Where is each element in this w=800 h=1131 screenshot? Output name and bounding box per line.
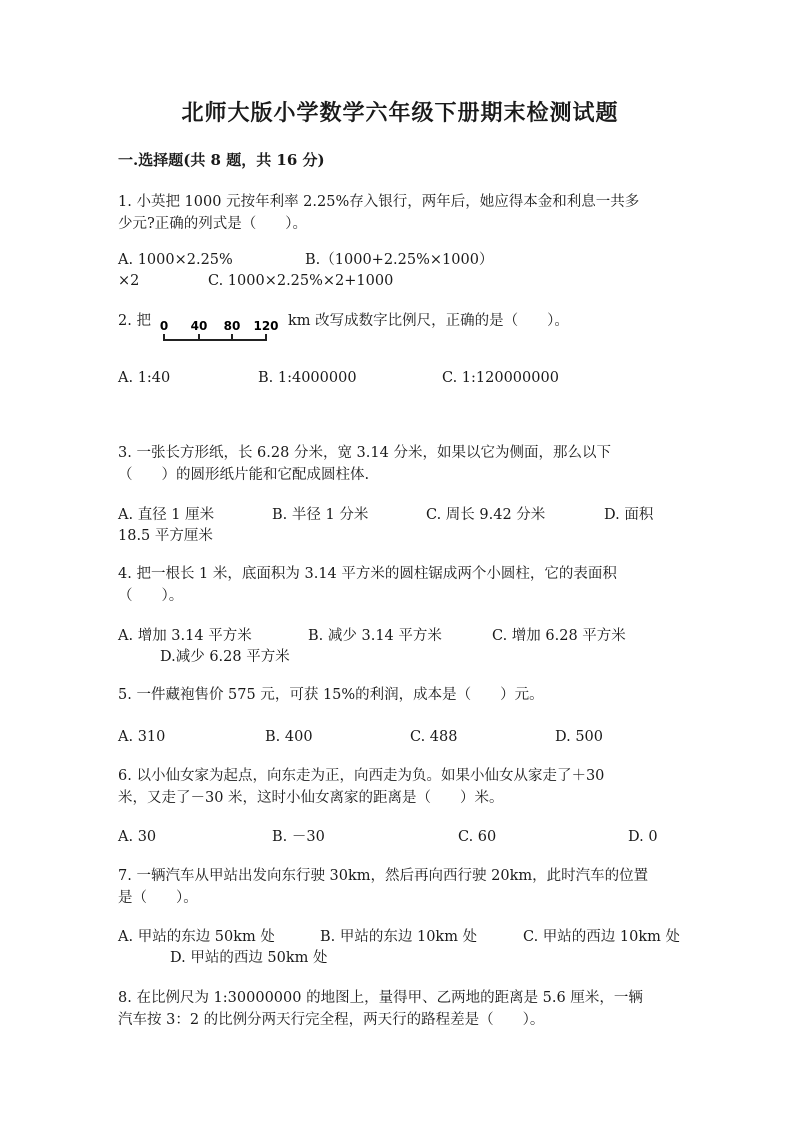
q8-stem-line-2: 汽车按 3：2 的比例分两天行完全程，两天行的路程差是（ ）。: [118, 1012, 545, 1028]
q1-stem-line-2: 少元?正确的列式是（ ）。: [118, 216, 308, 232]
q3-option-a: A. 直径 1 厘米: [118, 507, 215, 523]
q2-option-b: B. 1:4000000: [258, 370, 357, 386]
q7-option-d: D. 甲站的西边 50km 处: [170, 950, 328, 966]
q7-option-a: A. 甲站的东边 50km 处: [118, 929, 275, 945]
q6-option-b: B. －30: [272, 829, 325, 845]
q6-option-c: C. 60: [458, 829, 497, 845]
q4-option-a: A. 增加 3.14 平方米: [118, 628, 252, 644]
q7-option-b: B. 甲站的东边 10km 处: [320, 929, 478, 945]
section-heading: 一.选择题(共 8 题，共 16 分): [118, 151, 325, 169]
q4-option-b: B. 减少 3.14 平方米: [308, 628, 442, 644]
q2-stem-after: km 改写成数字比例尺，正确的是（ ）。: [288, 313, 569, 329]
q4-option-d: D.减少 6.28 平方米: [160, 649, 290, 665]
q4-stem-line-2: （ ）。: [118, 588, 184, 604]
q7-option-c: C. 甲站的西边 10km 处: [523, 929, 681, 945]
q8-stem-line-1: 8. 在比例尺为 1:30000000 的地图上，量得甲、乙两地的距离是 5.6 厘米，一辆: [118, 990, 643, 1006]
q4-stem-line-1: 4. 把一根长 1 米，底面积为 3.14 平方米的圆柱锯成两个小圆柱，它的表面积: [118, 566, 617, 582]
q5-option-a: A. 310: [118, 729, 166, 745]
q6-stem-line-1: 6. 以小仙女家为起点，向东走为正，向西走为负。如果小仙女从家走了＋30: [118, 768, 605, 784]
q3-option-c: C. 周长 9.42 分米: [426, 507, 546, 523]
q1-option-b-cont: ×2: [118, 273, 140, 289]
scale-tick-label: 0: [159, 319, 169, 333]
q4-option-c: C. 增加 6.28 平方米: [492, 628, 626, 644]
q5-stem: 5. 一件藏袍售价 575 元，可获 15%的利润，成本是（ ）元。: [118, 687, 544, 703]
scale-tick-label: 40: [190, 319, 208, 333]
q1-option-c: C. 1000×2.25%×2+1000: [208, 273, 394, 289]
page-title: 北师大版小学数学六年级下册期末检测试题: [181, 100, 619, 126]
scale-tick-label: 80: [223, 319, 241, 333]
q3-option-d-cont: 18.5 平方厘米: [118, 528, 213, 544]
q2-stem-before: 2. 把: [118, 313, 151, 329]
q2-option-c: C. 1:120000000: [442, 370, 559, 386]
q3-option-b: B. 半径 1 分米: [272, 507, 369, 523]
q7-stem-line-1: 7. 一辆汽车从甲站出发向东行驶 30km，然后再向西行驶 20km，此时汽车的位置: [118, 868, 649, 884]
q1-option-b: B.（1000+2.25%×1000）: [305, 252, 494, 268]
q2-option-a: A. 1:40: [118, 370, 171, 386]
q5-option-c: C. 488: [410, 729, 458, 745]
q3-stem-line-1: 3. 一张长方形纸，长 6.28 分米，宽 3.14 分米，如果以它为侧面，那么以下: [118, 445, 611, 461]
scale-tick-label: 120: [253, 319, 279, 333]
q6-stem-line-2: 米，又走了－30 米，这时小仙女离家的距离是（ ）米。: [118, 790, 504, 806]
q1-option-a: A. 1000×2.25%: [118, 252, 233, 268]
q5-option-d: D. 500: [555, 729, 604, 745]
q1-stem-line-1: 1. 小英把 1000 元按年利率 2.25%存入银行，两年后，她应得本金和利息一共多: [118, 194, 640, 210]
q6-option-a: A. 30: [118, 829, 157, 845]
q5-option-b: B. 400: [265, 729, 313, 745]
q3-stem-line-2: （ ）的圆形纸片能和它配成圆柱体.: [118, 467, 370, 483]
q7-stem-line-2: 是（ ）。: [118, 890, 198, 906]
scale-bar-figure: [154, 312, 288, 346]
q6-option-d: D. 0: [628, 829, 658, 845]
q3-option-d: D. 面积: [604, 507, 654, 523]
